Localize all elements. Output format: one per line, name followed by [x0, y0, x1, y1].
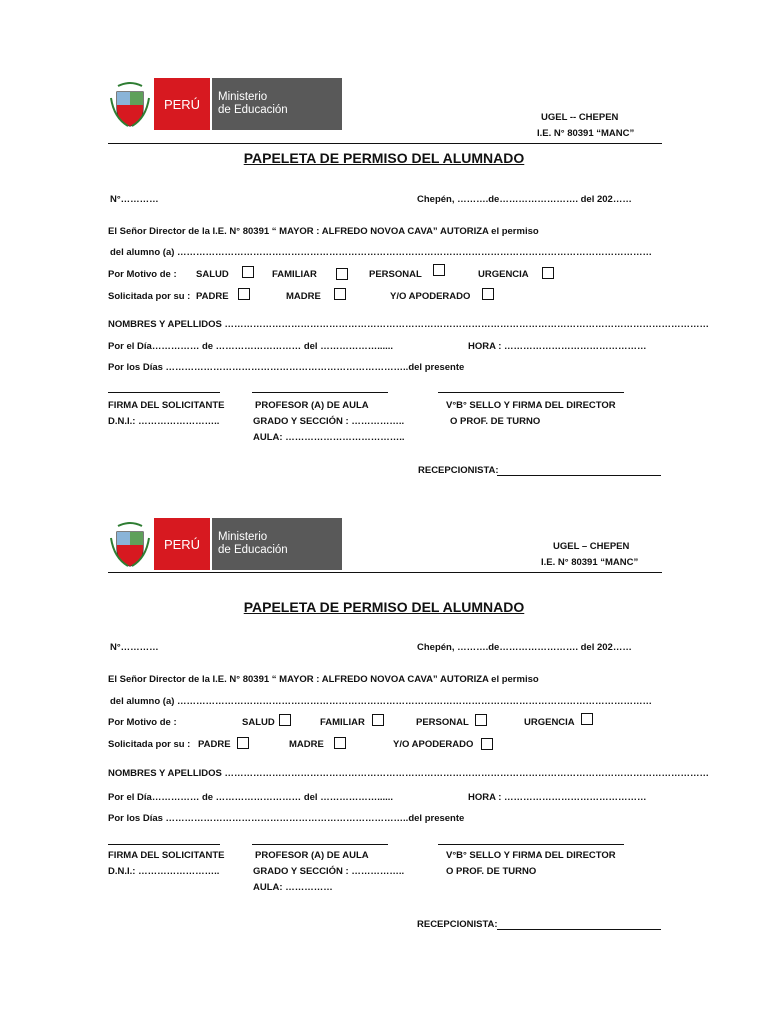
motivo-label: Por Motivo de :: [108, 269, 177, 280]
padre-checkbox[interactable]: [237, 737, 249, 749]
ministry-line-2: de Educación: [218, 104, 288, 116]
option-urgencia-label: URGENCIA: [478, 269, 529, 280]
option-madre-label: MADRE: [289, 739, 324, 750]
aula-field[interactable]: AULA: ……………: [253, 882, 333, 893]
familiar-checkbox[interactable]: [372, 714, 384, 726]
permission-slip-2: [0, 518, 768, 968]
profesor-label: PROFESOR (A) DE AULA: [255, 400, 369, 411]
director-statement: El Señor Director de la I.E. N° 80391 “ MAYOR : ALFREDO NOVOA CAVA” AUTORIZA el permiso: [108, 226, 539, 237]
apoderado-checkbox[interactable]: [482, 288, 494, 300]
option-apoderado-label: Y/O APODERADO: [393, 739, 474, 750]
option-familiar-label: FAMILIAR: [272, 269, 317, 280]
firma-solicitante-label: FIRMA DEL SOLICITANTE: [108, 400, 225, 411]
number-field[interactable]: N°…………: [110, 642, 159, 653]
header-rule: [108, 143, 662, 144]
dni-field[interactable]: D.N.I.: ……………………..: [108, 866, 220, 877]
signature-line-profesor: [252, 392, 388, 393]
signature-line-profesor: [252, 844, 388, 845]
option-padre-label: PADRE: [198, 739, 231, 750]
ministry-logo: [108, 518, 342, 570]
recepcionista-line[interactable]: [497, 929, 661, 930]
recepcionista-line[interactable]: [497, 475, 661, 476]
signature-line-director: [438, 392, 624, 393]
date-field[interactable]: Chepén, ……….de……………………. del 202……: [417, 194, 632, 205]
option-urgencia-label: URGENCIA: [524, 717, 575, 728]
ministry-line-2: de Educación: [218, 544, 288, 556]
school-label: I.E. N° 80391 “MANC”: [541, 557, 639, 568]
salud-checkbox[interactable]: [279, 714, 291, 726]
solicitada-label: Solicitada por su :: [108, 291, 191, 302]
grado-field[interactable]: GRADO Y SECCIÓN : ……………..: [253, 416, 405, 427]
signature-line-solicitante: [108, 392, 220, 393]
prof-turno-label: O PROF. DE TURNO: [446, 866, 537, 877]
date-field[interactable]: Chepén, ……….de……………………. del 202……: [417, 642, 632, 653]
coat-of-arms-icon: [108, 518, 152, 570]
option-padre-label: PADRE: [196, 291, 229, 302]
nombres-field[interactable]: NOMBRES Y APELLIDOS ………………………………………………………………………………………………………………………………………: [108, 319, 709, 330]
peru-label: PERÚ: [154, 78, 210, 130]
solicitada-label: Solicitada por su :: [108, 739, 191, 750]
permission-slip-1: [0, 78, 768, 528]
vb-director-label: V°B° SELLO Y FIRMA DEL DIRECTOR: [446, 400, 616, 411]
firma-solicitante-label: FIRMA DEL SOLICITANTE: [108, 850, 225, 861]
form-title: PAPELETA DE PERMISO DEL ALUMNADO: [243, 599, 525, 615]
option-familiar-label: FAMILIAR: [320, 717, 365, 728]
form-title: PAPELETA DE PERMISO DEL ALUMNADO: [243, 150, 525, 166]
familiar-checkbox[interactable]: [336, 268, 348, 280]
prof-turno-label: O PROF. DE TURNO: [450, 416, 541, 427]
option-personal-label: PERSONAL: [416, 717, 469, 728]
ministry-logo: [108, 78, 342, 130]
nombres-field[interactable]: NOMBRES Y APELLIDOS ………………………………………………………………………………………………………………………………………: [108, 768, 709, 779]
aula-field[interactable]: AULA: ………………………………..: [253, 432, 405, 443]
director-statement: El Señor Director de la I.E. N° 80391 “ MAYOR : ALFREDO NOVOA CAVA” AUTORIZA el permiso: [108, 674, 539, 685]
salud-checkbox[interactable]: [242, 266, 254, 278]
ugel-label: UGEL – CHEPEN: [553, 541, 630, 552]
vb-director-label: V°B° SELLO Y FIRMA DEL DIRECTOR: [446, 850, 616, 861]
coat-of-arms-icon: [108, 78, 152, 130]
urgencia-checkbox[interactable]: [581, 713, 593, 725]
header-rule: [108, 572, 662, 573]
dia-field[interactable]: Por el Día…………… de ……………………… del ………………......: [108, 341, 394, 352]
urgencia-checkbox[interactable]: [542, 267, 554, 279]
dni-field[interactable]: D.N.I.: ……………………..: [108, 416, 220, 427]
dias-field[interactable]: Por los Días …………………………………………………………………..del presente: [108, 813, 465, 824]
option-personal-label: PERSONAL: [369, 269, 422, 280]
option-salud-label: SALUD: [196, 269, 229, 280]
student-name-field[interactable]: del alumno (a) ……………………………………………………………………………………………………………………………………: [110, 247, 653, 258]
dias-field[interactable]: Por los Días …………………………………………………………………..del presente: [108, 362, 465, 373]
signature-line-director: [438, 844, 624, 845]
dia-field[interactable]: Por el Día…………… de ……………………… del ………………......: [108, 792, 394, 803]
student-name-field[interactable]: del alumno (a) ……………………………………………………………………………………………………………………………………: [110, 696, 653, 707]
recepcionista-label: RECEPCIONISTA:: [418, 465, 499, 476]
padre-checkbox[interactable]: [238, 288, 250, 300]
motivo-label: Por Motivo de :: [108, 717, 177, 728]
ministry-line-1: Ministerio: [218, 531, 268, 543]
option-madre-label: MADRE: [286, 291, 321, 302]
personal-checkbox[interactable]: [475, 714, 487, 726]
profesor-label: PROFESOR (A) DE AULA: [255, 850, 369, 861]
signature-line-solicitante: [108, 844, 220, 845]
hora-field[interactable]: HORA : ………………………………………: [468, 341, 647, 352]
ministry-line-1: Ministerio: [218, 91, 268, 103]
personal-checkbox[interactable]: [433, 264, 445, 276]
number-field[interactable]: N°…………: [110, 194, 159, 205]
apoderado-checkbox[interactable]: [481, 738, 493, 750]
grado-field[interactable]: GRADO Y SECCIÓN : ……………..: [253, 866, 405, 877]
option-salud-label: SALUD: [242, 717, 275, 728]
recepcionista-label: RECEPCIONISTA:: [417, 919, 498, 930]
madre-checkbox[interactable]: [334, 288, 346, 300]
option-apoderado-label: Y/O APODERADO: [390, 291, 471, 302]
madre-checkbox[interactable]: [334, 737, 346, 749]
school-label: I.E. N° 80391 “MANC”: [537, 128, 635, 139]
hora-field[interactable]: HORA : ………………………………………: [468, 792, 647, 803]
peru-label: PERÚ: [154, 518, 210, 570]
ugel-label: UGEL -- CHEPEN: [541, 112, 619, 123]
